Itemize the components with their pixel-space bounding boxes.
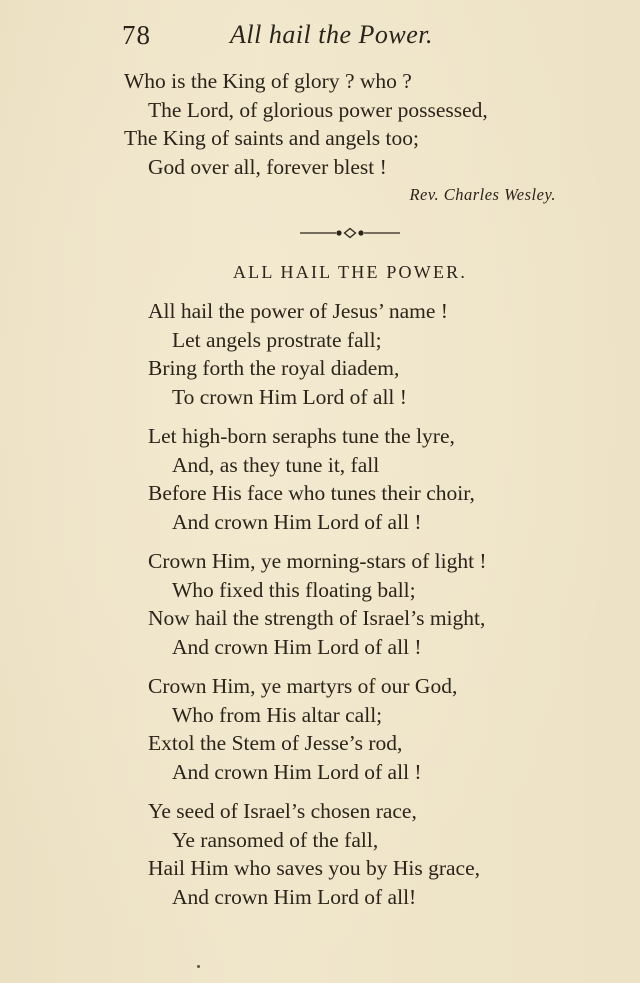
verse-line: Who fixed this floating ball; [172,577,416,602]
verse-line: God over all, forever blest ! [148,154,387,179]
verse-line: Let high-born seraphs tune the lyre, [148,424,455,448]
hymn-stanza-5 [148,797,480,911]
verse-line: Let angels prostrate fall; [172,327,382,352]
hymn-title: ALL HAIL THE POWER. [232,262,468,282]
verse-line: And crown Him Lord of all ! [172,634,422,659]
verse-line: To crown Him Lord of all ! [172,384,407,409]
verse-line: Before His face who tunes their choir, [148,481,475,505]
author-attribution: Rev. Charles Wesley. [409,185,556,204]
verse-line: Who is the King of glory ? who ? [124,69,412,93]
hymn-stanza-4 [148,672,457,786]
verse-line: Ye seed of Israel’s chosen race, [148,799,417,823]
page-number: 78 [122,20,151,50]
running-title: All hail the Power. [230,20,434,49]
verse-line: The King of saints and angels too; [124,126,419,150]
verse-line: Crown Him, ye martyrs of our God, [148,674,458,698]
verse-line: And crown Him Lord of all ! [172,759,422,784]
verse-line: Ye ransomed of the fall, [172,827,379,852]
verse-line: Crown Him, ye morning-stars of light ! [148,549,487,573]
verse-line: Now hail the strength of Israel’s might, [148,606,486,630]
verse-line: And crown Him Lord of all ! [172,509,422,534]
hymn-stanza-1 [148,297,448,411]
divider-ornament-icon [298,226,402,240]
verse-line: Extol the Stem of Jesse’s rod, [148,731,403,755]
verse-line: Bring forth the royal diadem, [148,356,400,380]
hymn-stanza-2 [148,422,475,536]
verse-line: And, as they tune it, fall [172,452,380,477]
verse-line: The Lord, of glorious power possessed, [148,97,488,122]
hymn-stanza-3 [148,547,487,661]
verse-line: Hail Him who saves you by His grace, [148,856,480,880]
running-head [122,18,482,54]
previous-hymn-closing-stanza [124,67,488,181]
verse-line: All hail the power of Jesus’ name ! [148,299,448,323]
verse-line: And crown Him Lord of all! [172,884,417,909]
verse-line: Who from His altar call; [172,702,383,727]
paper-speck [197,965,200,968]
